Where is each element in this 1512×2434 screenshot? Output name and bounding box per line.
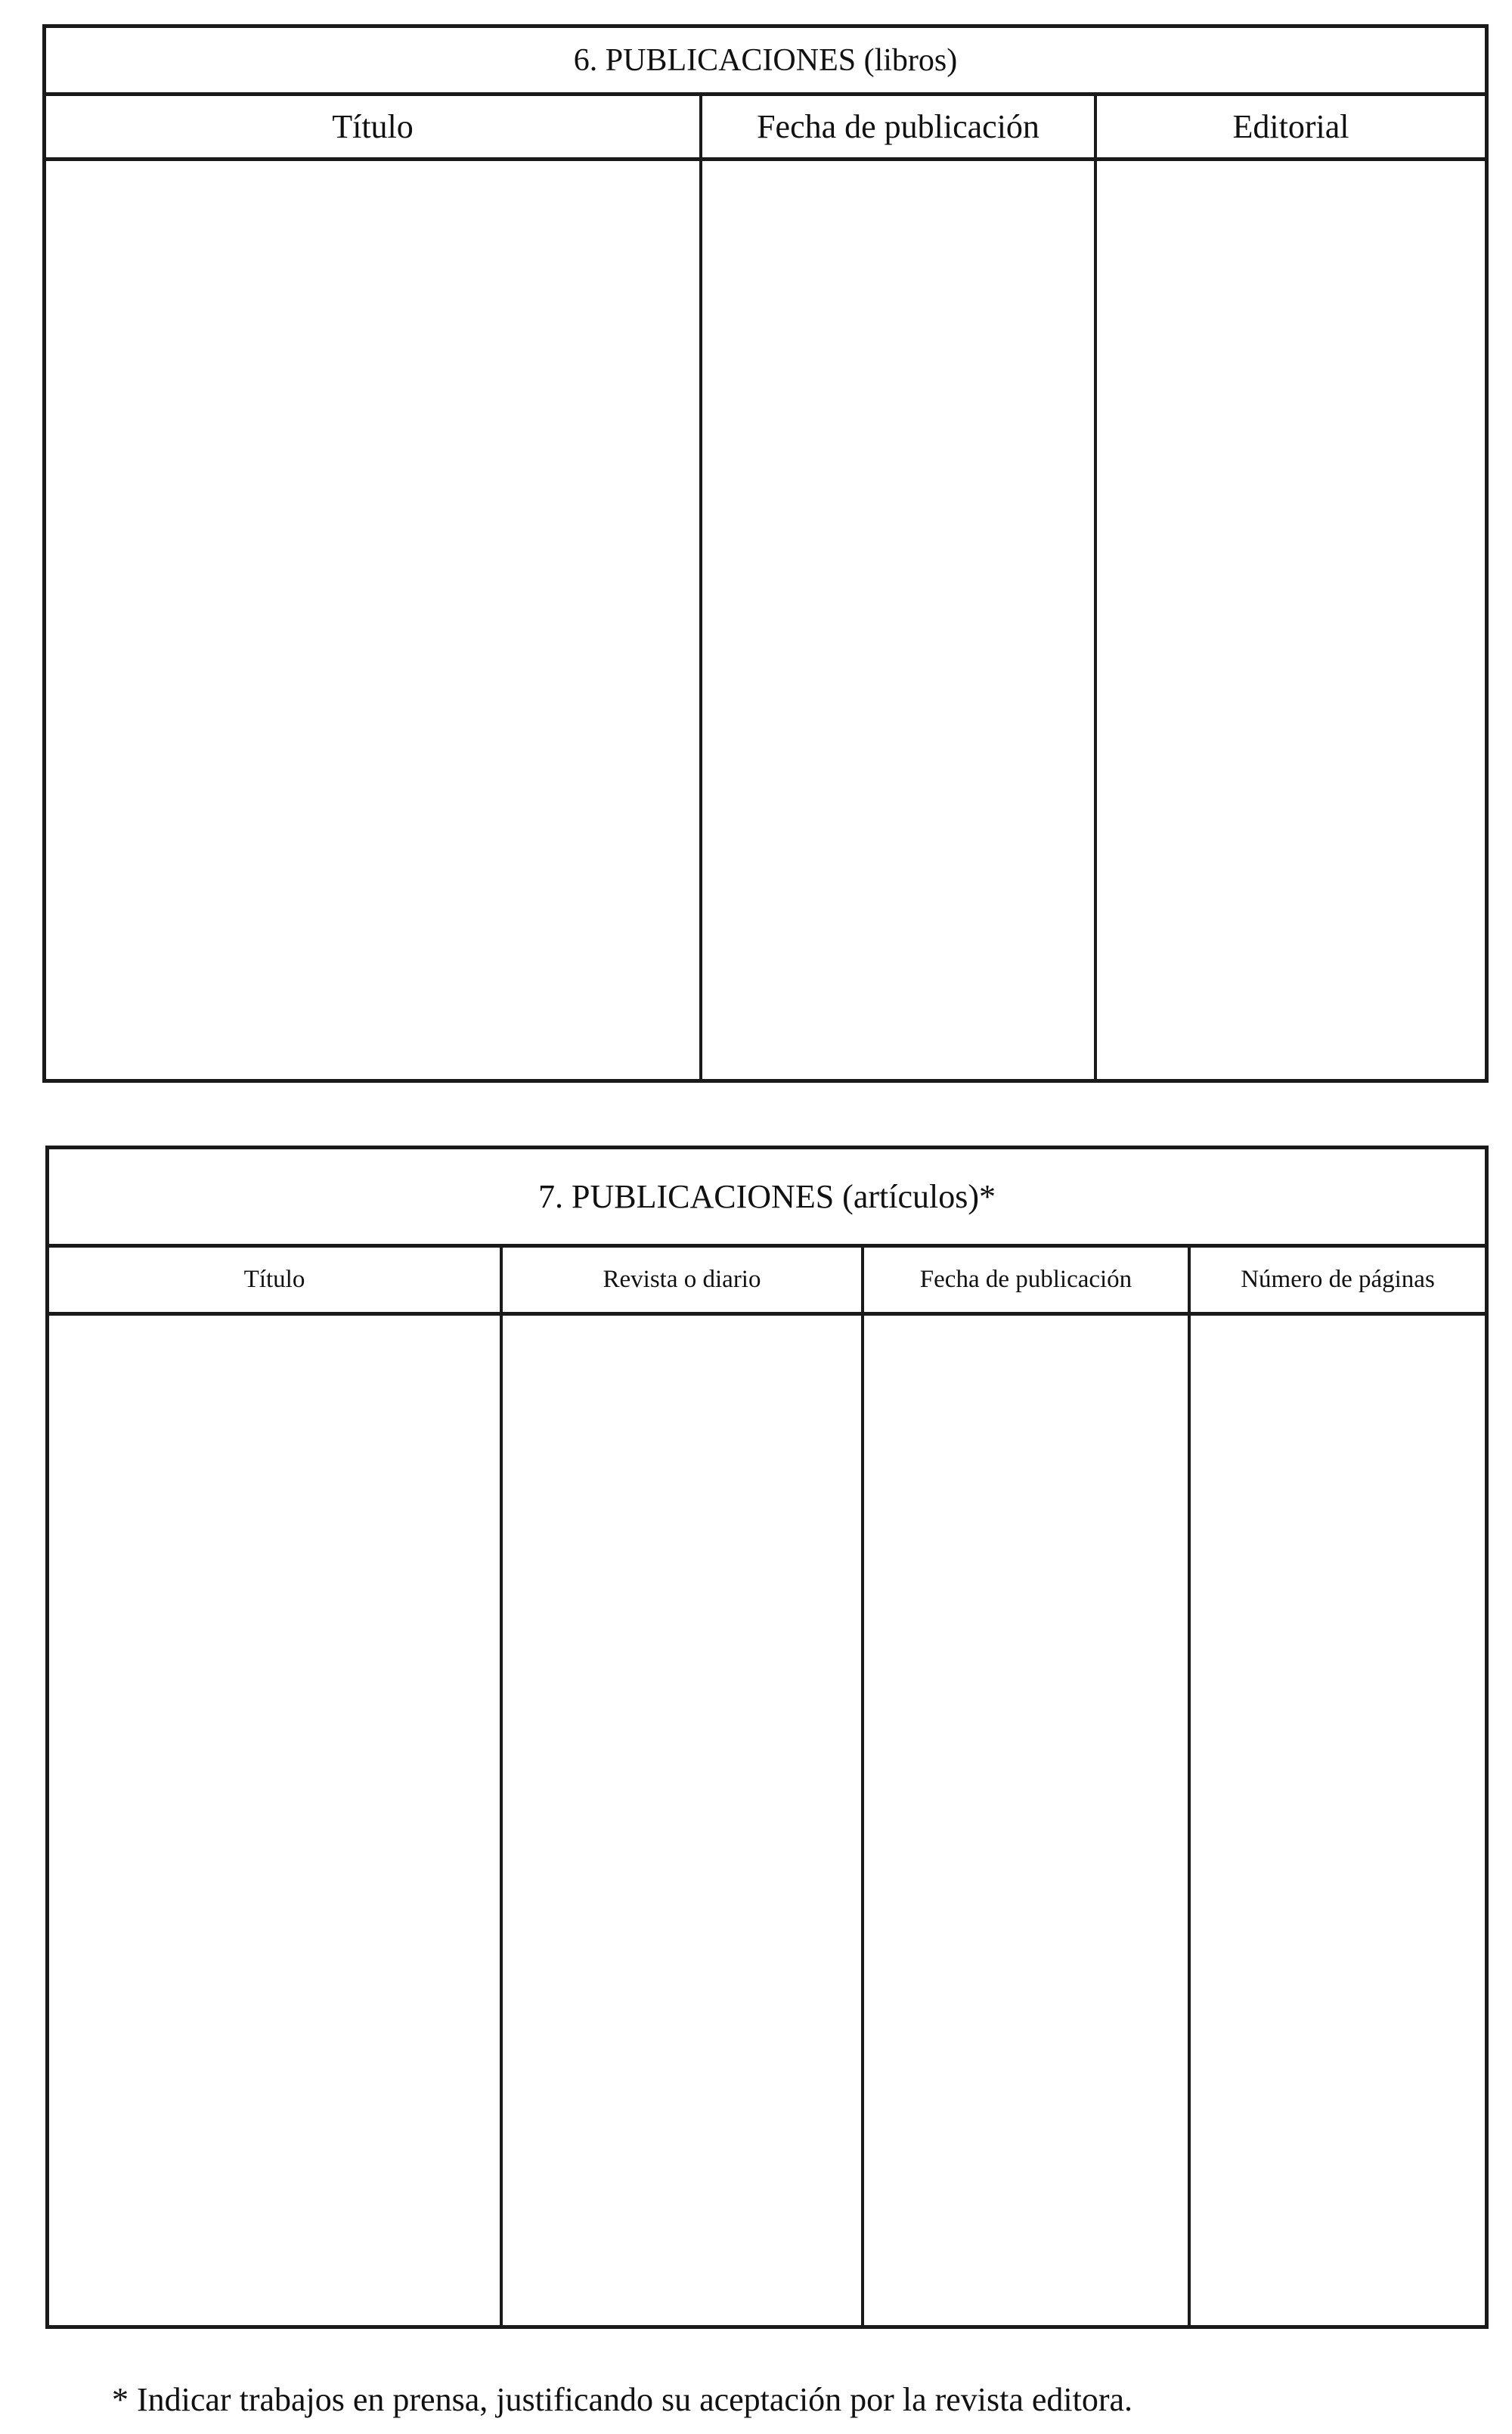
table-header-row [46, 96, 1485, 161]
titulo-entry-cell[interactable] [49, 1316, 503, 2325]
table-header-row [49, 1248, 1485, 1316]
editorial-entry-cell[interactable] [1097, 161, 1485, 1079]
table-body-row [46, 161, 1485, 1079]
table-title: 7. PUBLICACIONES (artículos)* [49, 1149, 1485, 1248]
publicaciones-articulos-table [45, 1146, 1489, 2329]
column-header-fecha-publicacion: Fecha de publicación [864, 1248, 1191, 1312]
publicaciones-libros-table [42, 24, 1489, 1083]
revista-o-diario-entry-cell[interactable] [503, 1316, 864, 2325]
fecha-publicacion-entry-cell[interactable] [702, 161, 1097, 1079]
table-body-row [49, 1316, 1485, 2325]
fecha-publicacion-entry-cell[interactable] [864, 1316, 1191, 2325]
column-header-titulo: Título [49, 1248, 503, 1312]
footnote: * Indicar trabajos en prensa, justificando su aceptación por la revista editora. [112, 2381, 1133, 2418]
column-header-editorial: Editorial [1232, 108, 1349, 145]
table-title: 6. PUBLICACIONES (libros) [46, 28, 1485, 96]
column-header-titulo: Título [46, 96, 702, 157]
titulo-entry-cell[interactable] [46, 161, 702, 1079]
column-header-numero-paginas: Número de páginas [1241, 1266, 1435, 1293]
numero-paginas-entry-cell[interactable] [1191, 1316, 1485, 2325]
column-header-fecha-publicacion: Fecha de publicación [702, 96, 1097, 157]
column-header-revista-o-diario: Revista o diario [503, 1248, 864, 1312]
